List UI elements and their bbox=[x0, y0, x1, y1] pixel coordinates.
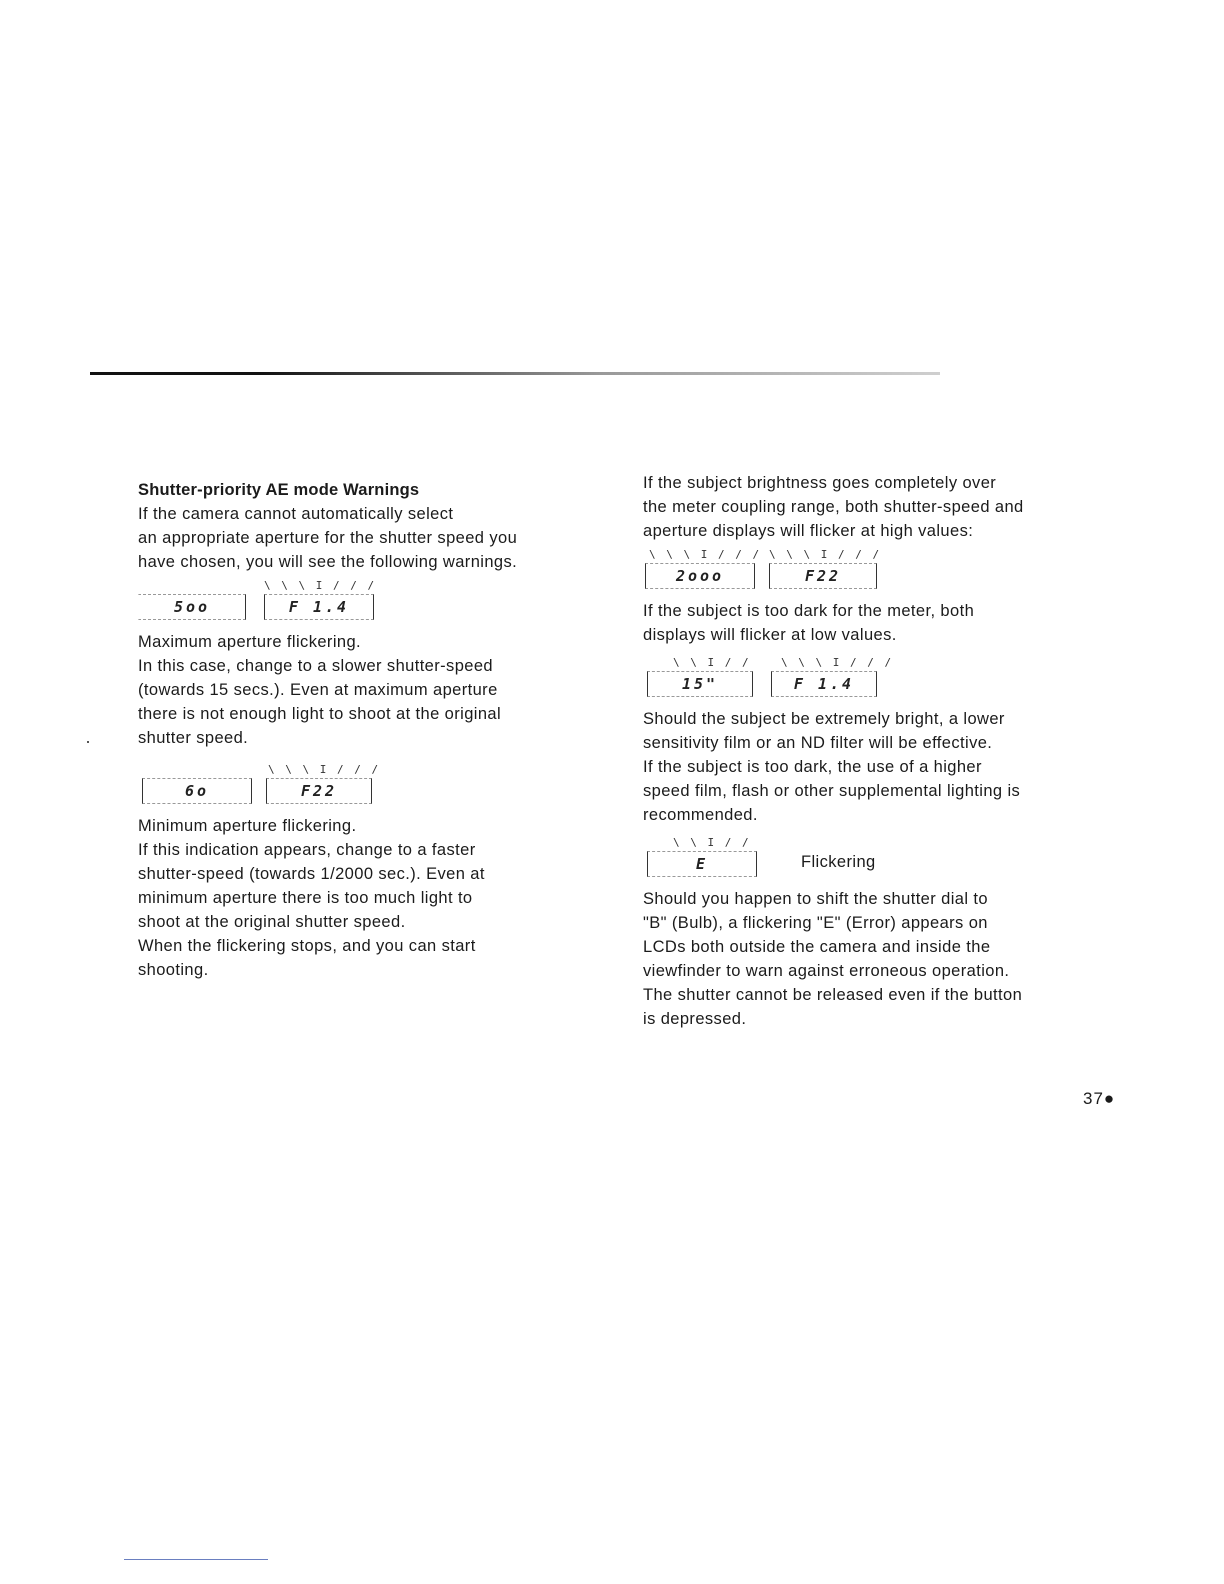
lcd-aperture: F 1.4 bbox=[264, 594, 374, 620]
bulb-line: Should you happen to shift the shutter dial to bbox=[643, 890, 988, 908]
advice-line: If the subject is too dark, the use of a higher bbox=[643, 758, 982, 776]
lcd-shutter: 15" bbox=[647, 671, 753, 697]
flickering-label: Flickering bbox=[801, 853, 876, 871]
min-line: shoot at the original shutter speed. bbox=[138, 913, 406, 931]
max-line: (towards 15 secs.). Even at maximum aperture bbox=[138, 681, 498, 699]
right-column bbox=[643, 471, 1113, 1031]
advice-line: recommended. bbox=[643, 806, 758, 824]
lcd-aperture: F22 bbox=[266, 778, 372, 804]
min-line: shutter-speed (towards 1/2000 sec.). Even at bbox=[138, 865, 485, 883]
over-line: If the subject brightness goes completely over bbox=[643, 474, 997, 492]
horizontal-rule bbox=[90, 372, 940, 375]
lcd-aperture: F22 bbox=[769, 563, 877, 589]
over-line: aperture displays will flicker at high values: bbox=[643, 522, 974, 540]
min-line: Minimum aperture flickering. bbox=[138, 817, 357, 835]
bulb-line: "B" (Bulb), a flickering "E" (Error) appears on bbox=[643, 914, 988, 932]
lcd-display-high-values bbox=[643, 549, 1113, 595]
max-line: In this case, change to a slower shutter-speed bbox=[138, 657, 494, 675]
flicker-marks: \ \ \ I / / / bbox=[649, 548, 762, 561]
lcd-error: E bbox=[647, 851, 757, 877]
flicker-marks: \ \ I / / bbox=[673, 656, 751, 669]
bulb-line: viewfinder to warn against erroneous operation. bbox=[643, 962, 1010, 980]
lcd-display-max-aperture bbox=[138, 580, 608, 626]
max-line: Maximum aperture flickering. bbox=[138, 633, 362, 651]
lcd-shutter: 5oo bbox=[138, 594, 246, 620]
intro-line: If the camera cannot automatically select bbox=[138, 505, 454, 523]
page-number: 37● bbox=[1083, 1089, 1116, 1108]
dark-line: displays will flicker at low values. bbox=[643, 626, 897, 644]
lcd-shutter: 2ooo bbox=[645, 563, 755, 589]
bulb-line: LCDs both outside the camera and inside the bbox=[643, 938, 991, 956]
lcd-shutter: 6o bbox=[142, 778, 252, 804]
over-line: the meter coupling range, both shutter-speed and bbox=[643, 498, 1024, 516]
lcd-aperture: F 1.4 bbox=[771, 671, 877, 697]
flicker-marks: \ \ I / / bbox=[673, 836, 751, 849]
intro-line: an appropriate aperture for the shutter speed you bbox=[138, 529, 518, 547]
dark-line: If the subject is too dark for the meter, both bbox=[643, 602, 975, 620]
margin-dot bbox=[87, 741, 89, 743]
max-line: there is not enough light to shoot at the original bbox=[138, 705, 502, 723]
flicker-marks: \ \ \ I / / / bbox=[769, 548, 882, 561]
bulb-line: is depressed. bbox=[643, 1010, 747, 1028]
min-line: shooting. bbox=[138, 961, 209, 979]
bulb-line: The shutter cannot be released even if the button bbox=[643, 986, 1023, 1004]
footer-line bbox=[124, 1559, 268, 1560]
min-line: minimum aperture there is too much light to bbox=[138, 889, 473, 907]
advice-line: Should the subject be extremely bright, a lower bbox=[643, 710, 1005, 728]
flicker-marks: \ \ \ I / / / bbox=[268, 763, 381, 776]
intro-line: have chosen, you will see the following warnings. bbox=[138, 553, 518, 571]
left-column bbox=[138, 478, 608, 982]
flicker-marks: \ \ \ I / / / bbox=[781, 656, 894, 669]
min-line: If this indication appears, change to a faster bbox=[138, 841, 476, 859]
advice-line: speed film, flash or other supplemental lighting is bbox=[643, 782, 1021, 800]
max-line: shutter speed. bbox=[138, 729, 249, 747]
min-line: When the flickering stops, and you can start bbox=[138, 937, 476, 955]
lcd-display-min-aperture bbox=[138, 764, 608, 810]
flicker-marks: \ \ \ I / / / bbox=[264, 579, 377, 592]
lcd-display-error bbox=[643, 837, 1113, 883]
section-heading: Shutter-priority AE mode Warnings bbox=[138, 481, 420, 499]
advice-line: sensitivity film or an ND filter will be effective. bbox=[643, 734, 993, 752]
lcd-display-low-values bbox=[643, 657, 1113, 703]
